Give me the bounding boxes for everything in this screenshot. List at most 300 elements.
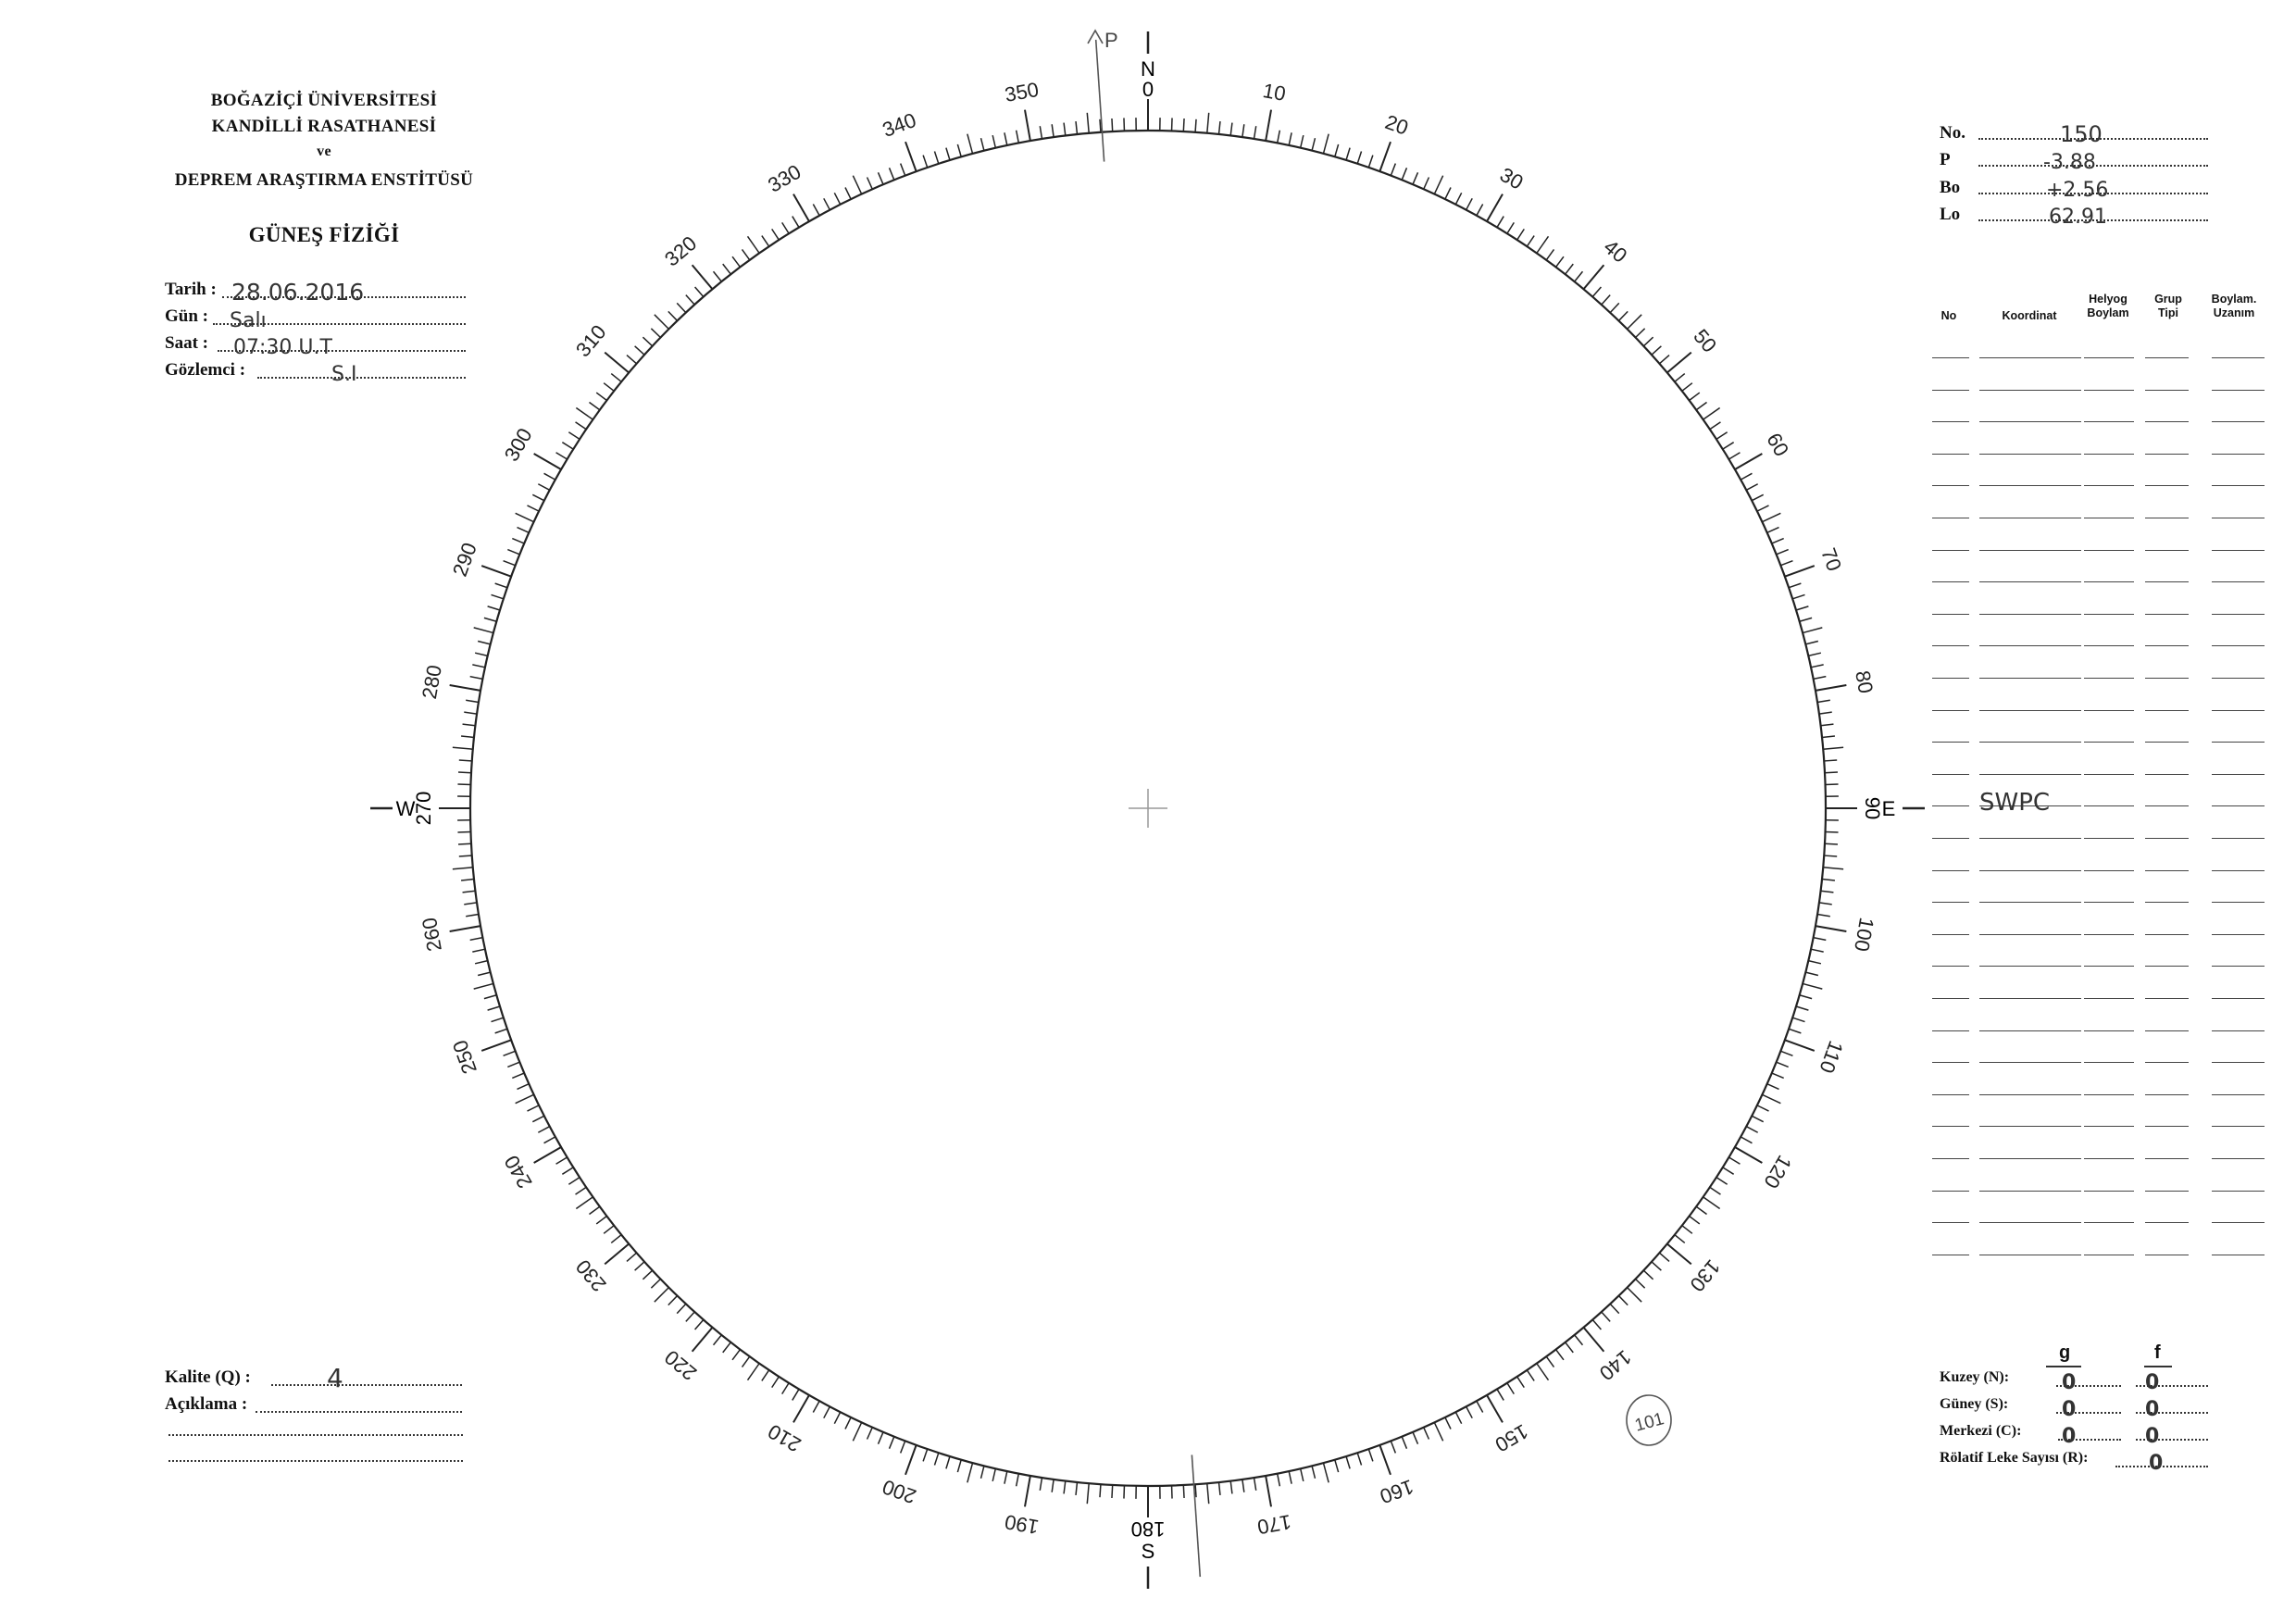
g-header: g	[2059, 1342, 2071, 1363]
degree-tick	[1728, 453, 1740, 459]
degree-tick	[1455, 193, 1461, 204]
degree-tick	[1445, 1417, 1451, 1429]
degree-tick	[1445, 187, 1451, 199]
degree-tick	[1762, 1094, 1780, 1103]
degree-tick	[748, 236, 760, 253]
degree-tick	[867, 177, 873, 189]
degree-tick	[1254, 126, 1256, 139]
degree-tick	[981, 1466, 984, 1479]
degree-tick	[1312, 138, 1315, 151]
degree-tick	[1466, 1406, 1473, 1417]
angle-label: 100	[1850, 916, 1879, 954]
degree-tick	[459, 760, 472, 761]
degree-tick	[1413, 172, 1417, 184]
degree-tick	[1757, 1105, 1769, 1111]
degree-tick	[1723, 1167, 1734, 1174]
degree-tick	[1004, 132, 1007, 145]
degree-tick	[466, 700, 479, 702]
degree-tick	[782, 1383, 789, 1394]
degree-tick	[1230, 1481, 1232, 1494]
degree-tick	[1346, 148, 1350, 160]
degree-tick	[967, 134, 973, 154]
degree-tick	[1789, 1029, 1801, 1033]
degree-tick	[1703, 408, 1720, 420]
degree-tick	[1466, 198, 1473, 209]
degree-tick	[589, 1206, 599, 1214]
degree-tick	[651, 329, 660, 338]
degree-tick	[1780, 561, 1792, 566]
east-label: E	[1881, 797, 1896, 820]
degree-tick	[1757, 506, 1769, 511]
degree-tick	[458, 843, 471, 844]
degree-tick	[470, 938, 483, 941]
degree-tick	[1800, 995, 1812, 999]
degree-tick	[879, 1432, 883, 1444]
degree-tick	[1777, 1062, 1789, 1067]
degree-tick	[1497, 1389, 1504, 1400]
degree-tick	[461, 736, 474, 737]
department-title: GÜNEŞ FİZİĞİ	[248, 223, 400, 246]
west-value-label: 270	[412, 791, 435, 826]
degree-tick	[1335, 1460, 1339, 1472]
col-header-grup-tipi: Grup Tipi	[2154, 293, 2182, 319]
degree-tick	[957, 1460, 961, 1472]
kuzey-f-value: 0	[2145, 1371, 2160, 1394]
degree-tick	[1814, 677, 1827, 680]
degree-tick	[635, 1262, 644, 1270]
saat-value: 07:30 U.T	[233, 336, 332, 359]
solar-axis-line	[1088, 29, 1200, 1577]
degree-tick	[1556, 1350, 1564, 1360]
degree-tick	[655, 315, 669, 330]
degree-tick	[1602, 1312, 1610, 1321]
degree-tick	[1025, 110, 1030, 141]
degree-tick	[1076, 121, 1077, 134]
degree-tick	[627, 356, 637, 364]
degree-tick	[1696, 403, 1706, 410]
degree-tick	[1752, 1116, 1763, 1121]
degree-tick	[1575, 1335, 1583, 1345]
angle-label: 20	[1381, 109, 1412, 140]
degree-tick	[1517, 1377, 1525, 1388]
degree-tick	[458, 772, 471, 773]
degree-tick	[1777, 550, 1789, 555]
degree-tick	[495, 583, 507, 588]
degree-tick	[1716, 1178, 1728, 1185]
degree-tick	[1690, 1217, 1700, 1224]
degree-tick	[1610, 1304, 1619, 1313]
angle-label: 160	[1377, 1475, 1417, 1509]
degree-tick	[507, 1062, 519, 1067]
degree-tick	[1823, 747, 1843, 749]
col-header-helyog-boylam: Helyog Boylam	[2087, 293, 2129, 319]
degree-tick	[1064, 1481, 1066, 1494]
angle-label: 60	[1762, 429, 1794, 461]
degree-tick	[1602, 295, 1610, 305]
bo-value: +2.56	[2046, 179, 2109, 202]
circled-note	[1627, 1395, 1671, 1445]
degree-tick	[474, 983, 493, 989]
merkezi-label: Merkezi (C):	[1940, 1423, 2022, 1439]
institution-name: BOĞAZİÇİ ÜNİVERSİTESİ	[210, 91, 438, 110]
degree-tick	[464, 712, 477, 714]
degree-tick	[1824, 855, 1837, 856]
degree-tick	[1772, 1073, 1784, 1078]
degree-tick	[1772, 539, 1784, 543]
degree-tick	[946, 1456, 950, 1468]
degree-tick	[517, 528, 529, 533]
angle-label: 30	[1495, 162, 1528, 194]
degree-tick	[1746, 1127, 1757, 1133]
degree-tick	[723, 1342, 731, 1353]
degree-tick	[532, 1116, 543, 1121]
degree-tick	[1312, 1466, 1315, 1479]
guney-f-value: 0	[2145, 1398, 2160, 1421]
no-value: 150	[2060, 121, 2103, 147]
degree-tick	[1487, 194, 1503, 221]
degree-tick	[742, 249, 750, 259]
angle-label: 350	[1003, 77, 1041, 106]
degree-tick	[1643, 1270, 1653, 1280]
degree-tick	[1112, 1485, 1113, 1498]
degree-tick	[1667, 1244, 1691, 1265]
degree-tick	[793, 194, 809, 221]
degree-tick	[901, 1441, 905, 1453]
degree-tick	[488, 1006, 500, 1010]
merkezi-f-value: 0	[2145, 1425, 2160, 1448]
degree-tick	[1391, 164, 1395, 176]
angle-label: 10	[1261, 78, 1288, 106]
degree-tick	[1643, 337, 1653, 346]
degree-tick	[992, 135, 995, 148]
degree-tick	[1814, 938, 1827, 941]
degree-tick	[450, 926, 480, 931]
degree-tick	[714, 1335, 722, 1345]
degree-tick	[635, 346, 644, 355]
degree-tick	[1808, 653, 1821, 655]
degree-tick	[957, 144, 961, 156]
degree-tick	[1507, 222, 1514, 233]
degree-tick	[1575, 271, 1583, 281]
degree-tick	[1017, 1474, 1019, 1487]
degree-tick	[1391, 1441, 1395, 1453]
degree-tick	[890, 168, 894, 180]
aciklama-label: Açıklama :	[165, 1394, 248, 1414]
degree-tick	[1767, 528, 1779, 533]
degree-tick	[475, 653, 488, 655]
degree-tick	[1659, 1253, 1669, 1261]
degree-tick	[923, 1449, 928, 1461]
angle-label: 340	[879, 107, 919, 142]
angle-label: 210	[764, 1419, 805, 1457]
degree-tick	[1618, 311, 1628, 320]
degree-tick	[1413, 1432, 1417, 1444]
degree-tick	[472, 949, 485, 952]
degree-tick	[1335, 144, 1339, 156]
north-zero-label: 0	[1142, 78, 1154, 101]
degree-tick	[1289, 132, 1292, 145]
center-crosshair	[1129, 789, 1167, 828]
degree-tick	[677, 1304, 686, 1313]
degree-tick	[1792, 1017, 1804, 1021]
degree-tick	[655, 1288, 669, 1303]
degree-tick	[1800, 618, 1812, 621]
degree-tick	[693, 1328, 713, 1352]
saat-label: Saat :	[165, 333, 208, 353]
degree-tick	[453, 868, 473, 869]
degree-tick	[1424, 1428, 1429, 1440]
degree-tick	[1592, 1319, 1601, 1330]
degree-tick	[834, 1412, 840, 1423]
angle-label: 80	[1851, 668, 1878, 695]
col-header-boylam-uzanim: Boylam. Uzanım	[2211, 293, 2257, 319]
degree-tick	[824, 1406, 830, 1417]
degree-tick	[516, 513, 534, 521]
degree-tick	[668, 311, 678, 320]
institution-connector: ve	[317, 144, 331, 159]
degree-tick	[714, 271, 722, 281]
angle-label: 200	[879, 1475, 919, 1509]
degree-tick	[474, 628, 493, 633]
degree-tick	[1636, 1279, 1645, 1288]
degree-tick	[732, 1350, 740, 1360]
degree-tick	[1357, 152, 1361, 164]
degree-tick	[1628, 315, 1642, 330]
degree-tick	[1780, 1051, 1792, 1055]
degree-tick	[1368, 156, 1373, 168]
bo-label: Bo	[1940, 178, 1961, 197]
degree-tick	[1301, 1468, 1304, 1481]
degree-tick	[1566, 1342, 1574, 1353]
degree-tick	[1808, 961, 1821, 964]
kalite-label: Kalite (Q) :	[165, 1367, 251, 1387]
degree-tick	[1792, 594, 1804, 598]
degree-tick	[1723, 443, 1734, 449]
degree-tick	[562, 443, 573, 449]
degree-tick	[934, 1453, 938, 1465]
degree-tick	[472, 665, 485, 668]
angle-label: 140	[1594, 1345, 1637, 1386]
degree-tick	[695, 1319, 704, 1330]
degree-tick	[1527, 236, 1534, 247]
angle-label: 170	[1255, 1510, 1293, 1540]
degree-tick	[466, 915, 479, 917]
degree-tick	[992, 1468, 995, 1481]
degree-tick	[478, 642, 491, 644]
degree-tick	[1703, 1197, 1720, 1209]
degree-tick	[481, 1040, 511, 1051]
degree-tick	[1289, 1471, 1292, 1484]
degree-tick	[1087, 1483, 1089, 1504]
degree-tick	[792, 217, 799, 228]
degree-tick	[463, 724, 476, 726]
gozlemci-label: Gözlemci :	[165, 360, 246, 380]
degree-tick	[748, 1364, 760, 1380]
kuzey-label: Kuzey (N):	[1940, 1369, 2010, 1385]
north-label: N	[1141, 57, 1155, 81]
degree-tick	[1675, 1235, 1685, 1243]
degree-tick	[1805, 642, 1818, 644]
degree-tick	[1278, 1474, 1280, 1487]
degree-tick	[1076, 1482, 1077, 1495]
swpc-annotation: SWPC	[1979, 789, 2051, 817]
degree-tick	[1100, 119, 1101, 132]
degree-tick	[1517, 229, 1525, 240]
degree-tick	[1592, 287, 1601, 297]
degree-tick	[604, 1226, 614, 1234]
degree-tick	[1379, 142, 1391, 171]
degree-tick	[1112, 119, 1113, 131]
angle-label: 230	[570, 1255, 611, 1297]
angle-label: 250	[447, 1037, 481, 1078]
angle-label: 330	[764, 159, 805, 197]
degree-tick	[695, 287, 704, 297]
degree-tick	[562, 1167, 573, 1174]
no-label: No.	[1940, 123, 1965, 143]
angle-label: 150	[1491, 1419, 1532, 1457]
degree-tick	[853, 1422, 861, 1441]
degree-tick	[1659, 356, 1669, 364]
guney-label: Güney (S):	[1940, 1396, 2009, 1412]
kalite-value: 4	[327, 1363, 343, 1393]
degree-tick	[1822, 736, 1835, 737]
degree-tick	[1811, 665, 1824, 668]
degree-tick	[845, 187, 851, 199]
degree-tick	[1628, 1288, 1642, 1303]
degree-tick	[1434, 1422, 1442, 1441]
degree-tick	[1816, 926, 1846, 931]
degree-tick	[1823, 868, 1843, 869]
degree-tick	[492, 1017, 504, 1021]
degree-tick	[934, 152, 938, 164]
degree-tick	[512, 539, 524, 543]
degree-tick	[1566, 264, 1574, 274]
degree-tick	[813, 205, 819, 216]
degree-tick	[1821, 891, 1834, 893]
angle-label: 130	[1685, 1255, 1726, 1297]
degree-tick	[967, 1463, 973, 1482]
degree-tick	[568, 1178, 580, 1185]
tarih-label: Tarih :	[165, 280, 217, 299]
degree-tick	[923, 156, 928, 168]
degree-tick	[1785, 566, 1815, 577]
degree-tick	[484, 618, 496, 621]
degree-tick	[686, 295, 694, 305]
degree-tick	[793, 1395, 809, 1422]
degree-tick	[1710, 422, 1721, 430]
degree-tick	[879, 172, 883, 184]
degree-tick	[1537, 1364, 1549, 1380]
degree-tick	[1424, 177, 1429, 189]
degree-tick	[905, 142, 917, 171]
degree-tick	[589, 403, 599, 410]
degree-tick	[484, 995, 496, 999]
degree-tick	[507, 550, 519, 555]
degree-tick	[504, 1051, 516, 1055]
degree-tick	[534, 1147, 561, 1163]
degree-tick	[668, 1296, 678, 1305]
degree-tick	[1323, 134, 1329, 154]
angle-label: 320	[659, 231, 702, 271]
degree-tick	[453, 747, 473, 749]
degree-tick	[834, 193, 840, 204]
angle-label: 70	[1816, 544, 1847, 575]
degree-tick	[732, 256, 740, 267]
degree-tick	[1477, 1401, 1483, 1412]
degree-tick	[544, 473, 555, 480]
angle-label: 240	[499, 1151, 537, 1192]
degree-tick	[1323, 1463, 1329, 1482]
guney-g-value: 0	[2062, 1398, 2077, 1421]
degree-tick	[1785, 1040, 1815, 1051]
degree-tick	[1546, 249, 1554, 259]
degree-tick	[596, 393, 606, 400]
degree-tick	[867, 1428, 873, 1440]
degree-tick	[1556, 256, 1564, 267]
north-marker	[1141, 31, 1155, 101]
degree-tick	[1017, 131, 1019, 144]
degree-tick	[576, 1197, 593, 1209]
degree-tick	[611, 1235, 621, 1243]
degree-tick	[488, 606, 500, 610]
degree-tick	[1219, 1482, 1220, 1495]
degree-tick	[1825, 843, 1838, 844]
degree-tick	[512, 1073, 524, 1078]
degree-tick	[1716, 432, 1728, 440]
degree-tick	[1675, 374, 1685, 382]
degree-tick	[470, 677, 483, 680]
degree-tick	[611, 374, 621, 382]
degree-tick	[495, 1029, 507, 1033]
degree-tick	[1584, 265, 1604, 289]
degree-tick	[905, 1445, 917, 1475]
south-value-label: 180	[1130, 1517, 1166, 1541]
degree-tick	[1803, 983, 1822, 989]
degree-tick	[1183, 119, 1184, 131]
degree-tick	[1087, 113, 1089, 133]
degree-tick	[1052, 124, 1054, 137]
gun-value: Salı	[230, 309, 267, 332]
south-label: S	[1141, 1540, 1155, 1563]
degree-tick	[651, 1279, 660, 1288]
lo-label: Lo	[1940, 205, 1961, 224]
degree-tick	[762, 236, 769, 247]
degree-tick	[1487, 1395, 1503, 1422]
degree-tick	[1696, 1206, 1706, 1214]
degree-tick	[1796, 606, 1808, 610]
degree-tick	[1821, 724, 1834, 726]
degree-tick	[1728, 1157, 1740, 1164]
degree-tick	[1652, 1262, 1661, 1270]
degree-tick	[1690, 393, 1700, 400]
degree-tick	[481, 566, 511, 577]
degree-tick	[556, 1157, 568, 1164]
col-header-no: No	[1940, 309, 1957, 322]
degree-tick	[1819, 903, 1832, 905]
degree-tick	[1825, 772, 1838, 773]
degree-tick	[1767, 1084, 1779, 1090]
degree-tick	[1278, 131, 1280, 144]
degree-tick	[643, 1270, 652, 1280]
degree-tick	[568, 432, 580, 440]
degree-tick	[516, 1094, 534, 1103]
degree-tick	[1052, 1479, 1054, 1492]
degree-tick	[1195, 1484, 1196, 1497]
degree-tick	[1819, 712, 1832, 714]
degree-tick	[1368, 1449, 1373, 1461]
degree-tick	[1254, 1478, 1256, 1491]
degree-tick	[981, 138, 984, 151]
